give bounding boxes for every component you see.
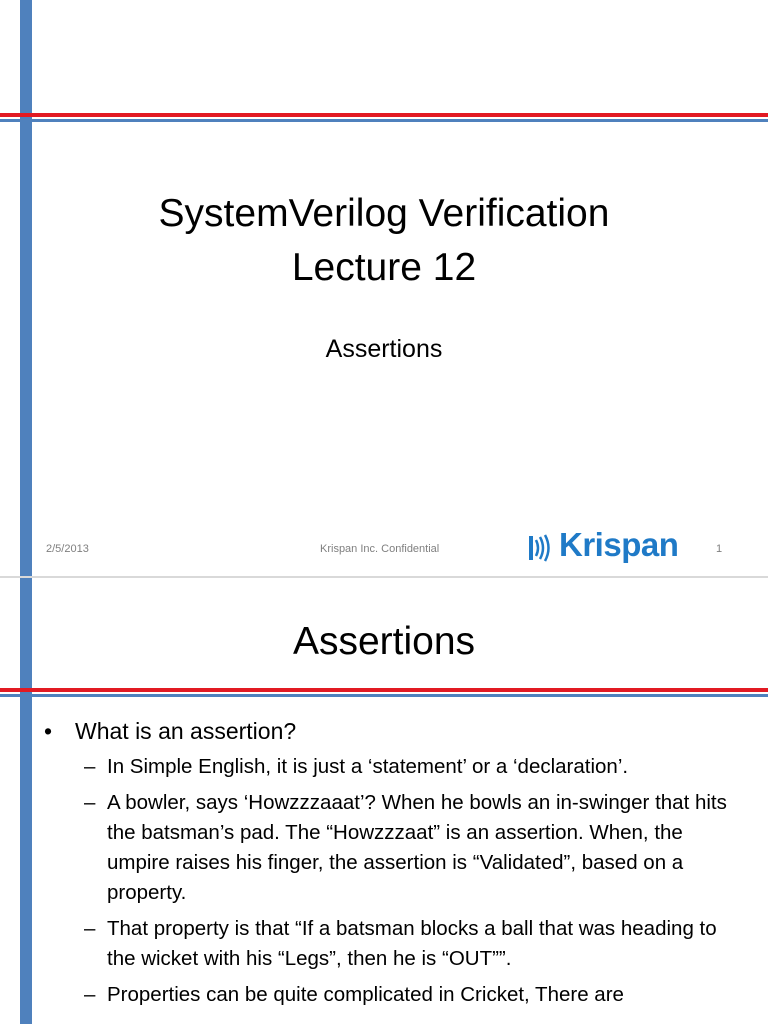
slide-2 bbox=[0, 578, 768, 1024]
bullet-text: What is an assertion? bbox=[75, 718, 297, 744]
dash-icon: – bbox=[84, 755, 96, 778]
krispan-logo bbox=[529, 526, 679, 570]
sub-bullet-text: Properties can be quite complicated in Cricket, There are bbox=[107, 983, 624, 1006]
slide-subtitle: Assertions bbox=[325, 335, 443, 363]
slide-title-line2: Lecture 12 bbox=[291, 246, 477, 289]
krispan-logo-text: Krispan bbox=[559, 526, 679, 563]
sub-bullet-item bbox=[44, 752, 744, 782]
krispan-logo-mark-icon bbox=[529, 534, 559, 562]
sub-bullet-item bbox=[44, 980, 744, 1010]
slide-title: Assertions bbox=[292, 620, 476, 663]
sub-bullet-text: In Simple English, it is just a ‘statement’ or a ‘declaration’. bbox=[107, 755, 629, 778]
slide-title-line1: SystemVerilog Verification bbox=[158, 192, 610, 235]
slide-accent-vertical-bar bbox=[20, 578, 32, 1024]
footer-page-number: 1 bbox=[716, 543, 723, 555]
red-stripe bbox=[0, 688, 768, 692]
red-stripe bbox=[0, 113, 768, 117]
dash-icon: – bbox=[84, 983, 96, 1006]
bullet-list bbox=[44, 716, 744, 1016]
blue-stripe bbox=[0, 119, 768, 122]
dash-icon: – bbox=[84, 917, 96, 940]
slide-title bbox=[40, 187, 728, 295]
blue-stripe bbox=[0, 694, 768, 697]
bullet-dot-icon: • bbox=[44, 718, 53, 744]
slide-accent-vertical-bar bbox=[20, 0, 32, 576]
footer-date: 2/5/2013 bbox=[46, 543, 89, 555]
sub-bullet-text: A bowler, says ‘Howzzzaaat’? When he bowls an in-swinger that hits the batsman’s pad. The “Howzzzaat” is an assertion. When, the umpire raises his finger, the assertion is “Validated”, based on a property. bbox=[107, 791, 727, 904]
dash-icon: – bbox=[84, 791, 96, 814]
bullet-item bbox=[44, 716, 744, 746]
sub-bullet-item bbox=[44, 914, 744, 974]
footer-confidential: Krispan Inc. Confidential bbox=[320, 543, 440, 555]
sub-bullet-item bbox=[44, 788, 744, 908]
sub-bullet-text: That property is that “If a batsman blocks a ball that was heading to the wicket with his “Legs”, then he is “OUT””. bbox=[107, 917, 717, 970]
